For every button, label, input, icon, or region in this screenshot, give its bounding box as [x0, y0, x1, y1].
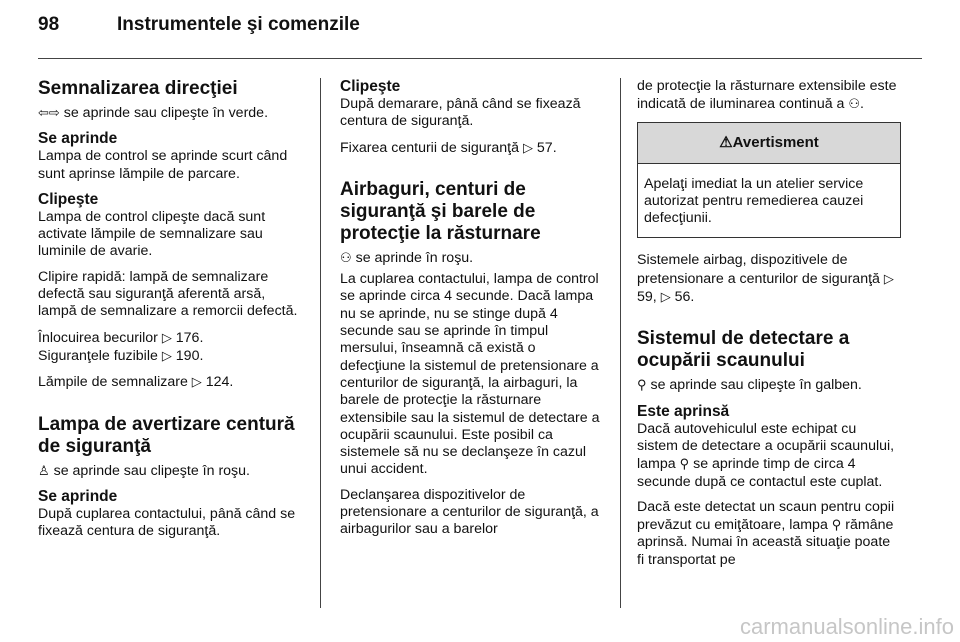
systems-paragraph: Sistemele airbag, dispozitivele de pretensionare a centurilor de siguranţă ▷ 59, ▷ 56. [637, 252, 894, 306]
seat-occupancy-icon: ⚲ [679, 456, 690, 472]
subheading-on: Se aprinde [38, 130, 118, 148]
page-number: 98 [38, 14, 60, 35]
airbag-red-paragraph: ⚇ se aprinde în roşu. [340, 249, 474, 266]
signal-lamp-reference: Lămpile de semnalizare ▷ 124. [38, 374, 234, 391]
lit-paragraph: Dacă autovehiculul este echipat cu sistem de detectare a ocupării scaunului, lampa ⚲ se aprinde timp de circa 4 secunde după ce contactul este cuplat. [637, 420, 895, 490]
watermark: carmanualsonline.info [739, 614, 954, 639]
page-reference-icon: ▷ [191, 374, 202, 390]
section-heading-seat: Sistemul de detectare a ocupării scaunului [637, 328, 850, 372]
subheading-lit: Este aprinsă [637, 402, 730, 420]
fasten-reference: Fixarea centurii de siguranţă ▷ 57. [340, 139, 557, 156]
section-heading-direction: Semnalizarea direcţiei [38, 78, 238, 99]
on-paragraph: Lampa de control se aprinde scurt când sunt aprinse lămpile de parcare. [38, 148, 288, 182]
airbag-icon: ⚇ [340, 249, 352, 265]
page-reference-icon: ▷ [522, 139, 533, 155]
fast-blink-paragraph: Clipire rapidă: lampă de semnalizare defectă sau siguranţă aferentă arsă, lampă de semnalizare a remorcii defectă. [38, 268, 298, 320]
turn-signal-icon: ⇦⇨ [38, 105, 60, 120]
seat-occupancy-icon: ⚲ [637, 377, 647, 393]
on2-paragraph: După cuplarea contactului, până când se fixează centura de siguranţă. [38, 505, 296, 540]
subheading-on: Se aprinde [38, 487, 118, 505]
belt-paragraph: ♙ se aprinde sau clipeşte în roşu. [38, 462, 250, 479]
page-reference-icon: ▷ [161, 347, 172, 363]
bulb-reference: Înlocuirea becurilor ▷ 176. [38, 329, 204, 346]
child-seat-paragraph: Dacă este detectat un scaun pentru copii prevăzut cu emiţătoare, lampa ⚲ rămâne aprinsă. Numai în această situaţie poate fi transportat pe [637, 498, 895, 568]
subheading-blink: Clipeşte [340, 78, 401, 95]
ignition-paragraph: La cuplarea contactului, lampa de control se aprinde circa 4 secunde. Dacă lampa nu se aprinde, nu se stinge după 4 secunde sau se aprinde în timpul mersului, înseamnă că există o defecţiune la sistemul de pretensionare a centurilor de siguranţă, la airbaguri, la barele de protecţie la răsturnare extensibile sau la sistemul de detectare a ocupării scaunului. Este posibil ca sistemele să nu se declanşeze în cazul unui accident. [340, 271, 600, 478]
column-divider [620, 78, 621, 608]
deploy-paragraph: Declanşarea dispozitivelor de pretensionare a centurilor de siguranţă, a airbagurilor sau a barelor [340, 486, 599, 538]
continued-paragraph: de protecţie la răsturnare extensibile este indicată de iluminarea continuă a ⚇. [637, 78, 897, 113]
seatbelt-icon: ♙ [38, 462, 50, 478]
header-rule [38, 58, 922, 59]
airbag-icon: ⚇ [848, 96, 861, 112]
warning-header: ⚠Avertisment [638, 123, 900, 164]
fuse-reference: Siguranţele fuzibile ▷ 190. [38, 347, 204, 364]
subheading-blink: Clipeşte [38, 190, 99, 208]
page-reference-icon: ▷ [660, 289, 671, 305]
warning-triangle-icon: ⚠ [719, 133, 733, 151]
warning-box [637, 122, 901, 239]
column-2 [340, 78, 604, 547]
column-3 [637, 78, 901, 577]
warning-text: Apelaţi imediat la un atelier service autorizat pentru remedierea cauzei defecţiunii. [644, 175, 864, 227]
section-heading-belt: Lampa de avertizare centură de siguranţă [38, 413, 295, 457]
page-reference-icon: ▷ [161, 329, 172, 345]
blink-paragraph: Lampa de control clipeşte dacă sunt activate lămpile de semnalizare sau luminile de avarie. [38, 208, 266, 260]
page-reference-icon: ▷ [883, 270, 894, 286]
direction-paragraph: ⇦⇨ se aprinde sau clipeşte în verde. [38, 105, 269, 121]
blink-paragraph: După demarare, până când se fixează centura de siguranţă. [340, 96, 581, 130]
column-divider [320, 78, 321, 608]
section-heading-airbag: Airbaguri, centuri de siguranţă şi barele de protecţie la răsturnare [340, 178, 541, 244]
column-1 [38, 78, 304, 548]
page-title: Instrumentele şi comenzile [117, 14, 360, 35]
seat-occupancy-icon: ⚲ [831, 517, 842, 533]
seat-paragraph: ⚲ se aprinde sau clipeşte în galben. [637, 377, 862, 394]
